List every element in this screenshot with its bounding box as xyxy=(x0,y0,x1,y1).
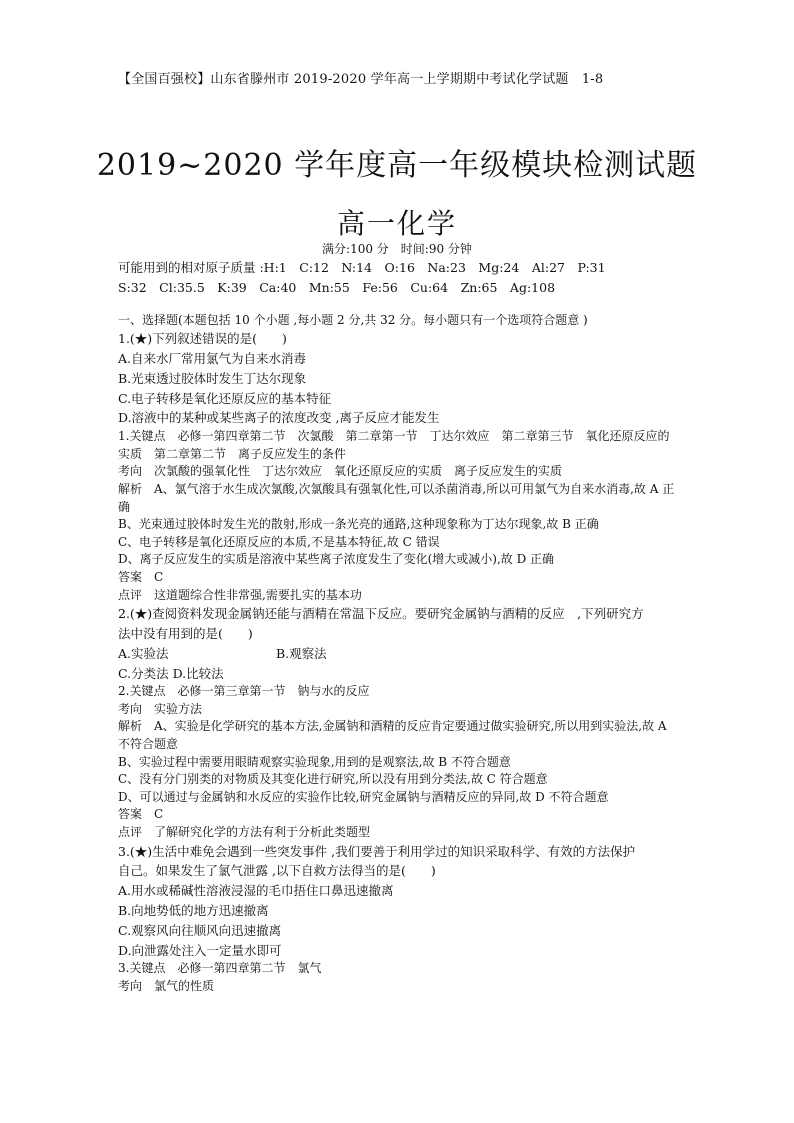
exam-subtitle: 高一化学 xyxy=(336,207,457,240)
q1-comment: 点评 这道题综合性非常强,需要扎实的基本功 xyxy=(118,587,362,602)
q3-option-d: D.向泄露处注入一定量水即可 xyxy=(118,942,282,958)
q1-key-point-1: 1.关键点 必修一第四章第二节 次氯酸 第二章第一节 丁达尔效应 第二章第三节 氧化还原反应的 xyxy=(118,429,670,444)
q2-option-b: B.观察法 xyxy=(276,645,327,661)
q2-answer: 答案 C xyxy=(118,807,164,822)
q3-stem-1: 3.(★)生活中难免会遇到一些突发事件 ,我们要善于利用学过的知识采取科学、有效的方法保护 xyxy=(118,843,636,859)
q1-analysis-2: 确 xyxy=(118,499,131,514)
q3-option-b: B.向地势低的地方迅速撤离 xyxy=(118,903,269,919)
q1-analysis-3: B、光束通过胶体时发生光的散射,形成一条光亮的通路,这种现象称为丁达尔现象,故 B 正确 xyxy=(118,517,599,532)
exam-body xyxy=(118,258,678,996)
q1-option-c: C.电子转移是氧化还原反应的基本特征 xyxy=(118,390,332,406)
section-title: 一、选择题(本题包括 10 个小题 ,每小题 2 分,共 32 分。每小题只有一个选项符合题意 ) xyxy=(118,312,588,327)
q2-comment: 点评 了解研究化学的方法有利于分析此类题型 xyxy=(118,825,371,840)
q2-test-focus: 考向 实验方法 xyxy=(118,701,203,716)
exam-title: 2019~2020 学年度高一年级模块检测试题 xyxy=(96,148,698,183)
q2-stem-1: 2.(★)查阅资料发现金属钠还能与酒精在常温下反应。要研究金属钠与酒精的反应 ,下列研究方 xyxy=(118,606,644,622)
q1-analysis-1: 解析 A、氯气溶于水生成次氯酸,次氯酸具有强氧化性,可以杀菌消毒,所以可用氯气为自来水消毒,故 A 正 xyxy=(118,481,675,496)
q1-option-d: D.溶液中的某种或某些离子的浓度改变 ,离子反应才能发生 xyxy=(118,410,440,426)
q1-test-focus: 考向 次氯酸的强氧化性 丁达尔效应 氧化还原反应的实质 离子反应发生的实质 xyxy=(118,464,563,479)
q3-option-c: C.观察风向往顺风向迅速撤离 xyxy=(118,922,282,938)
q1-option-a: A.自来水厂常用氯气为自来水消毒 xyxy=(118,350,307,366)
q1-stem: 1.(★)下列叙述错误的是( ) xyxy=(118,331,287,347)
q3-key-point: 3.关键点 必修一第四章第二节 氯气 xyxy=(118,961,322,976)
q1-option-b: B.光束透过胶体时发生丁达尔现象 xyxy=(118,370,307,386)
q2-analysis-5: D、可以通过与金属钠和水反应的实验作比较,研究金属钠与酒精反应的异同,故 D 不符合题意 xyxy=(118,789,609,804)
q3-stem-2: 自己。如果发生了氯气泄露 ,以下自救方法得当的是( ) xyxy=(118,863,436,879)
exam-time-info: 满分:100 分 时间:90 分钟 xyxy=(322,242,472,256)
q1-analysis-4: C、电子转移是氧化还原反应的本质,不是基本特征,故 C 错误 xyxy=(118,534,440,549)
page-header: 【全国百强校】山东省滕州市 2019-2020 学年高一上学期期中考试化学试题 1-8 xyxy=(118,72,604,87)
q2-analysis-3: B、实验过程中需要用眼睛观察实验现象,用到的是观察法,故 B 不符合题意 xyxy=(118,754,511,769)
q2-options-ab xyxy=(118,644,678,664)
atomic-masses-line-1: 可能用到的相对原子质量 :H:1 C:12 N:14 O:16 Na:23 Mg:24 Al:27 P:31 xyxy=(118,260,606,275)
q2-analysis-4: C、没有分门别类的对物质及其变化进行研究,所以没有用到分类法,故 C 符合题意 xyxy=(118,772,548,787)
q2-option-a: A.实验法 xyxy=(118,645,169,661)
q1-analysis-5: D、离子反应发生的实质是溶液中某些离子浓度发生了变化(增大或减小),故 D 正确 xyxy=(118,552,555,567)
q3-option-a: A.用水或稀碱性溶液浸湿的毛巾捂住口鼻迅速撤离 xyxy=(118,883,394,899)
q2-options-cd: C.分类法 D.比较法 xyxy=(118,665,224,681)
q2-analysis-1: 解析 A、实验是化学研究的基本方法,金属钠和酒精的反应肯定要通过做实验研究,所以用到实验法,故 A xyxy=(118,719,667,734)
q2-analysis-2: 不符合题意 xyxy=(118,737,179,752)
q3-test-focus: 考向 氯气的性质 xyxy=(118,979,215,994)
q1-answer: 答案 C xyxy=(118,569,164,584)
q2-key-point: 2.关键点 必修一第三章第一节 钠与水的反应 xyxy=(118,684,370,699)
q2-stem-2: 法中没有用到的是( ) xyxy=(118,625,253,641)
q1-key-point-2: 实质 第二章第二节 离子反应发生的条件 xyxy=(118,446,347,461)
atomic-masses-line-2: S:32 Cl:35.5 K:39 Ca:40 Mn:55 Fe:56 Cu:64 Zn:65 Ag:108 xyxy=(118,279,556,295)
